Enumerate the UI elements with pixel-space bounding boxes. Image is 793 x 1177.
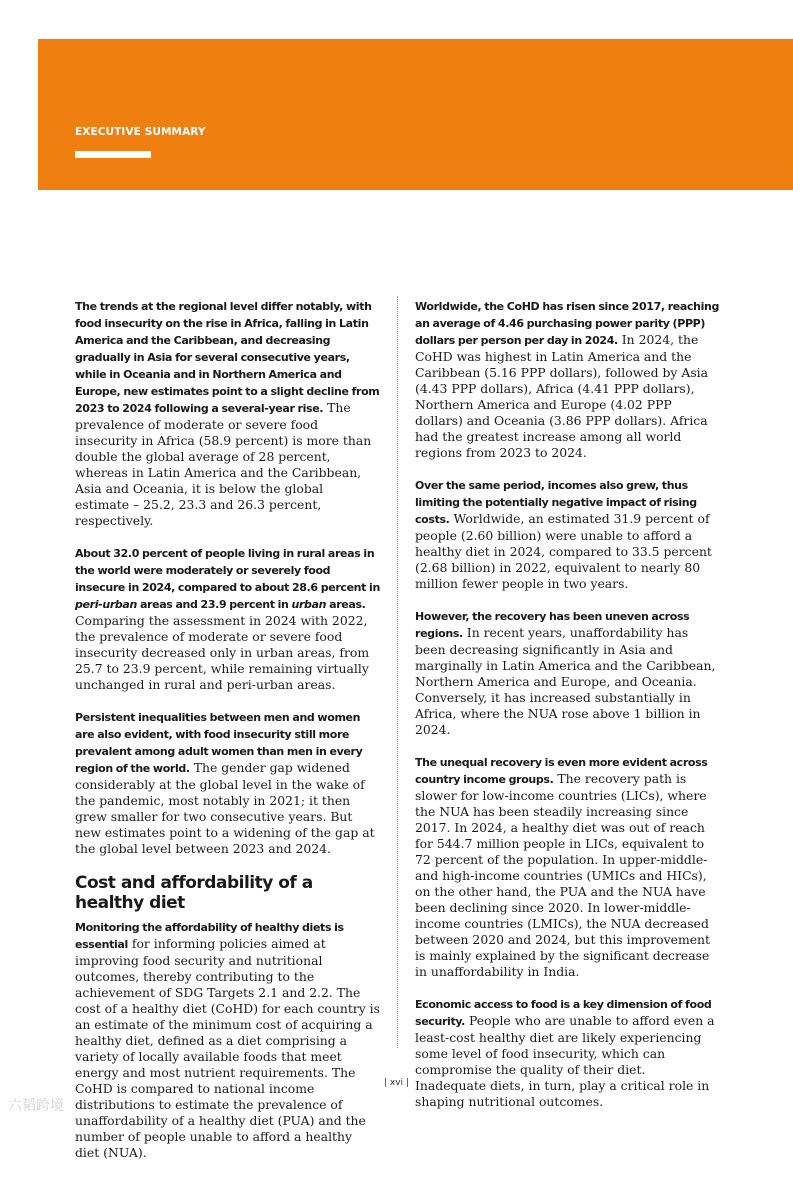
paragraph-lead: Over the same period, incomes also grew, thus limiting the potentially negative impact of rising costs.: [415, 479, 697, 526]
paragraph-body: In 2024, the CoHD was highest in Latin America and the Caribbean (5.16 PPP dollars), followed by Asia (4.43 PPP dollars), Africa (4.41 PPP dollars), Northern America and Europe (4.02 PPP dollars) and Oceania (3.86 PPP dollars). Africa had the greatest increase among all world regions from 2023 to 2024.: [415, 332, 709, 460]
lead-text: areas and 23.9 percent in: [136, 598, 292, 611]
paragraph-lead: However, the recovery has been uneven across regions.: [415, 610, 690, 640]
paragraph-lead: The unequal recovery is even more evident across country income groups.: [415, 756, 708, 786]
paragraph-lead: [75, 547, 380, 611]
paragraph: [75, 709, 380, 857]
paragraph-body: The gender gap widened considerably at the global level in the wake of the pandemic, most notably in 2021; it then grew smaller for two consecutive years. But new estimates point to a widening of the gap at the global level between 2023 and 2024.: [75, 760, 375, 856]
lead-text: About 32.0 percent of people living in rural areas in the world were moderately or severely food insecure in 2024, compared to about 28.6 percent in: [75, 547, 380, 594]
paragraph: [75, 919, 380, 1161]
lead-text: areas.: [326, 598, 366, 611]
paragraph-lead: The trends at the regional level differ notably, with food insecurity on the rise in Africa, falling in Latin America and the Caribbean, and decreasing gradually in Asia for several consecutive years, while in Oceania and in Northern America and Europe, new estimates point to a slight decline from 2023 to 2024 following a several-year rise.: [75, 300, 380, 415]
lead-emphasis: urban: [291, 598, 327, 611]
paragraph-lead: Economic access to food is a key dimension of food security.: [415, 998, 712, 1028]
paragraph-body: People who are unable to afford even a least-cost healthy diet are likely experiencing some level of food insecurity, which can compromise the quality of their diet. Inadequate diets, in turn, play a critical role in shaping nutritional outcomes.: [415, 1013, 715, 1109]
paragraph: [415, 477, 720, 592]
section-heading: Cost and affordability of a healthy diet: [75, 873, 313, 913]
paragraph: [415, 608, 720, 738]
paragraph: [415, 298, 720, 461]
section-label: EXECUTIVE SUMMARY: [75, 126, 206, 138]
paragraph-body: for informing policies aimed at improving food security and nutritional outcomes, thereby contributing to the achievement of SDG Targets 2.1 and 2.2. The cost of a healthy diet (CoHD) for each country is an estimate of the minimum cost of acquiring a healthy diet, defined as a diet comprising a variety of locally available foods that meet energy and most nutrient requirements. The CoHD is compared to national income distributions to estimate the prevalence of unaffordability of a healthy diet (PUA) and the number of people unable to afford a healthy diet (NUA).: [75, 936, 380, 1160]
lead-emphasis: peri-urban: [75, 598, 137, 611]
paragraph: [415, 996, 720, 1110]
paragraph-lead: Persistent inequalities between men and women are also evident, with food insecurity still more prevalent among adult women than men in every region of the world.: [75, 711, 363, 775]
paragraph: [415, 754, 720, 980]
paragraph-body: The prevalence of moderate or severe food insecurity in Africa (58.9 percent) is more than double the global average of 28 percent, whereas in Latin America and the Caribbean, Asia and Oceania, it is below the global estimate – 25.2, 23.3 and 26.3 percent, respectively.: [75, 400, 372, 528]
left-column: [75, 298, 380, 1177]
paragraph-lead: Monitoring the affordability of healthy diets is essential: [75, 921, 344, 951]
paragraph: [75, 298, 380, 529]
header-banner: [38, 39, 793, 190]
right-column: [415, 298, 720, 1126]
column-divider: [397, 296, 398, 1048]
paragraph-body: The recovery path is slower for low-income countries (LICs), where the NUA has been steadily increasing since 2017. In 2024, a healthy diet was out of reach for 544.7 million people in LICs, equivalent to 72 percent of the population. In upper-middle- and high-income countries (UMICs and HICs), on the other hand, the PUA and the NUA have been declining since 2020. In lower-middle-income countries (LMICs), the NUA decreased between 2020 and 2024, but this improvement is mainly explained by the significant decrease in unaffordability in India.: [415, 771, 711, 979]
paragraph: [75, 545, 380, 693]
paragraph-body: In recent years, unaffordability has been decreasing significantly in Asia and marginally in Latin America and the Caribbean, Northern America and Europe, and Oceania. Conversely, it has increased substantially in Africa, where the NUA rose above 1 billion in 2024.: [415, 625, 716, 737]
page-number: | xvi |: [384, 1078, 409, 1088]
paragraph-body: Comparing the assessment in 2024 with 2022, the prevalence of moderate or severe food insecurity decreased only in urban areas, from 25.7 to 23.9 percent, while remaining virtually unchanged in rural and peri-urban areas.: [75, 613, 370, 692]
paragraph-lead: Worldwide, the CoHD has risen since 2017, reaching an average of 4.46 purchasing power parity (PPP) dollars per person per day in 2024.: [415, 300, 720, 347]
watermark: 六韬跨境: [8, 1098, 64, 1114]
header-accent-bar: [75, 151, 151, 158]
paragraph-body: Worldwide, an estimated 31.9 percent of people (2.60 billion) were unable to afford a healthy diet in 2024, compared to 33.5 percent (2.68 billion) in 2022, equivalent to nearly 80 million fewer people in two years.: [415, 511, 712, 591]
